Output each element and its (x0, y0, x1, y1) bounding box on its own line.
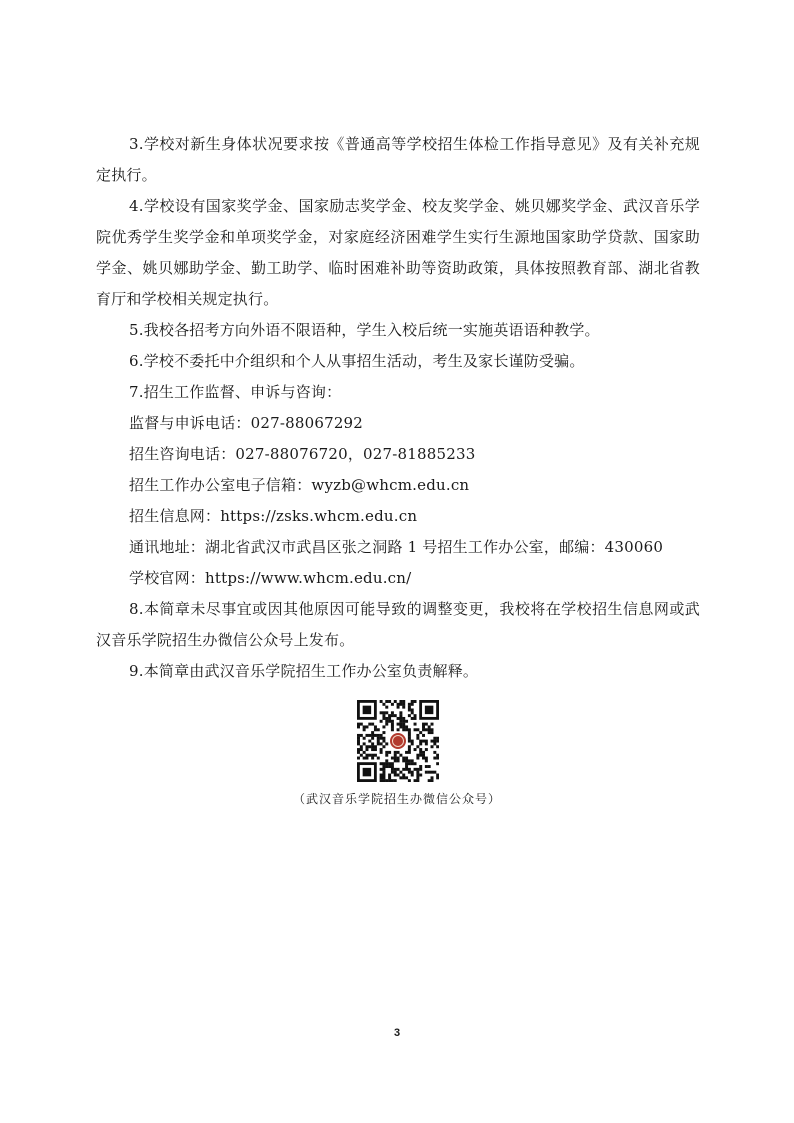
item-8-updates: 8.本简章未尽事宜或因其他原因可能导致的调整变更，我校将在学校招生信息网或武汉音乐学院招生办微信公众号上发布。 (96, 600, 700, 649)
page-number: 3 (393, 1027, 401, 1039)
contact-supervision-phone: 监督与申诉电话：027-88067292 (129, 414, 364, 432)
item-9-interpretation: 9.本简章由武汉音乐学院招生工作办公室负责解释。 (129, 662, 479, 680)
contact-address: 通讯地址：湖北省武汉市武昌区张之洞路 1 号招生工作办公室，邮编：430060 (129, 538, 664, 556)
item-6-no-agents: 6.学校不委托中介组织和个人从事招生活动，考生及家长谨防受骗。 (129, 352, 585, 370)
wechat-qr-code-icon (357, 700, 439, 782)
item-7-supervision-heading: 7.招生工作监督、申诉与咨询： (129, 383, 342, 401)
document-body (96, 129, 700, 687)
contact-school-website: 学校官网：https://www.whcm.edu.cn/ (129, 569, 412, 587)
item-4-scholarships: 4.学校设有国家奖学金、国家励志奖学金、校友奖学金、姚贝娜奖学金、武汉音乐学院优秀学生奖学金和单项奖学金，对家庭经济困难学生实行生源地国家助学贷款、国家助学金、姚贝娜助学金、勤工助学、临时困难补助等资助政策，具体按照教育部、湖北省教育厅和学校相关规定执行。 (96, 197, 700, 308)
contact-email: 招生工作办公室电子信箱：wyzb@whcm.edu.cn (129, 476, 470, 494)
item-5-foreign-language: 5.我校各招考方向外语不限语种，学生入校后统一实施英语语种教学。 (129, 321, 600, 339)
item-3-physical-requirements: 3.学校对新生身体状况要求按《普通高等学校招生体检工作指导意见》及有关补充规定执行。 (96, 135, 700, 184)
contact-admission-website: 招生信息网：https://zsks.whcm.edu.cn (129, 507, 418, 525)
contact-admission-phone: 招生咨询电话：027-88076720，027-81885233 (129, 445, 476, 463)
qr-caption: （武汉音乐学院招生办微信公众号） (292, 792, 501, 806)
